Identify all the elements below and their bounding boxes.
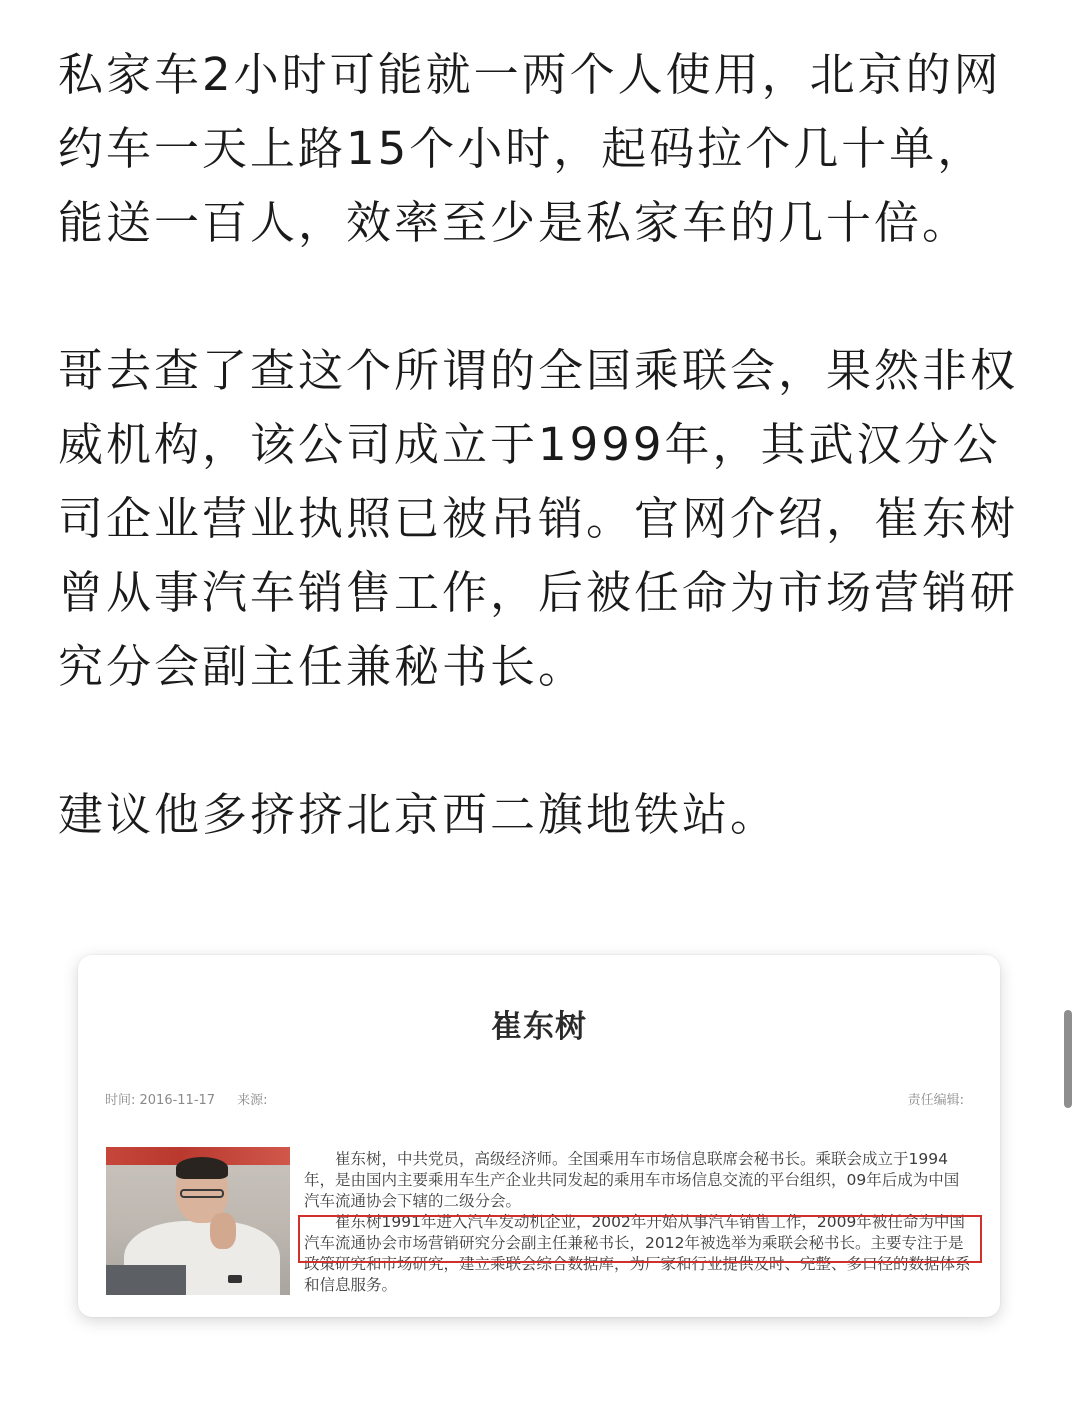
bio-paragraph: 崔东树，中共党员，高级经济师。全国乘用车市场信息联席会秘书长。乘联会成立于1994年，是由国内主要乘用车生产企业共同发起的乘用车市场信息交流的平台组织，09年后成为中国汽车流通协会下辖的二级分会。 [304,1150,960,1210]
article-paragraph: 私家车2小时可能就一两个人使用，北京的网约车一天上路15个小时，起码拉个几十单，能送一百人，效率至少是私家车的几十倍。 [58,48,1002,249]
source-label: 来源: [237,1093,268,1108]
photo-hair [176,1157,228,1179]
bio-paragraph: 崔东树1991年进入汽车发动机企业，2002年开始从事汽车销售工作，2009年被任命为中国汽车流通协会市场营销研究分会副主任兼秘书长，2012年被选举为乘联会秘书长。主要专注于是政策研究和市场研究，建立乘联会综合数据库，为厂家和行业提供及时、完整、多口径的数据体系和信息服务。 [304,1213,971,1294]
photo-glasses [180,1189,224,1198]
scrollbar-thumb[interactable] [1064,1010,1072,1108]
profile-photo [106,1147,290,1295]
photo-watch [228,1275,242,1283]
editor-label: 责任编辑: [907,1093,964,1108]
photo-hand [210,1213,236,1249]
profile-bio [304,1149,974,1296]
profile-title: 崔东树 [491,1009,587,1045]
publish-time: 时间: 2016-11-17 [105,1093,216,1108]
meta-info [105,1089,267,1108]
article-paragraph: 哥去查了查这个所谓的全国乘联会，果然非权威机构，该公司成立于1999年，其武汉分公司企业营业执照已被吊销。官网介绍，崔东树曾从事汽车销售工作，后被任命为市场营销研究分会副主任兼秘书长。 [58,344,1019,693]
article-paragraph: 建议他多挤挤北京西二旗地铁站。 [58,788,779,841]
article-body [58,38,1028,852]
photo-laptop [106,1265,186,1295]
embedded-screenshot-card [78,955,1000,1317]
